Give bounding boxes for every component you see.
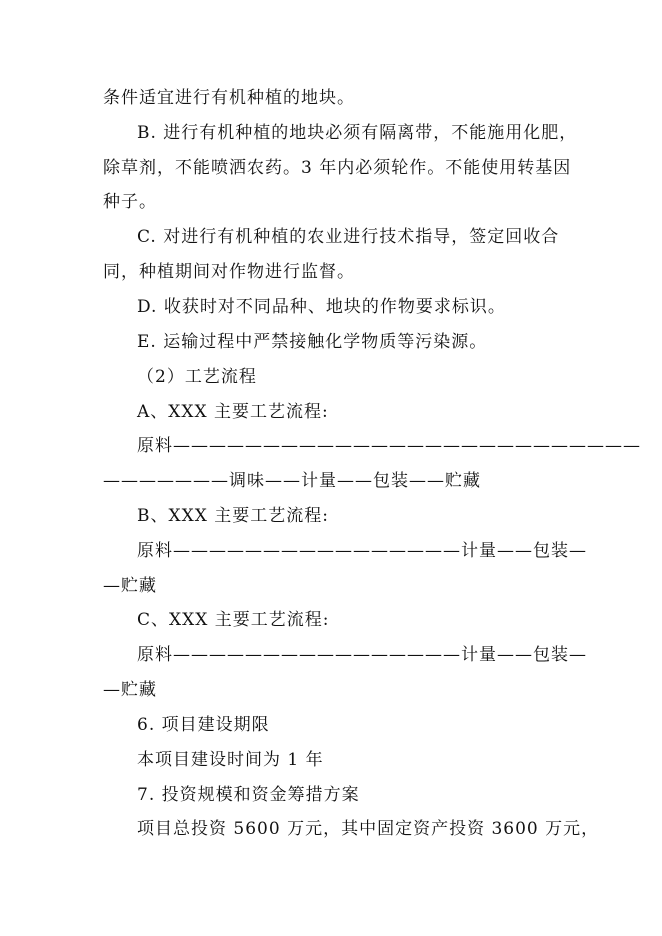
text-line: 条件适宜进行有机种植的地块。 xyxy=(103,88,355,108)
section-heading: 6. 项目建设期限 xyxy=(137,715,270,735)
process-flow-line: 原料—————————————————————————— xyxy=(137,436,641,456)
text-line: E. 运输过程中严禁接触化学物质等污染源。 xyxy=(137,332,488,352)
text-line: A、XXX 主要工艺流程: xyxy=(137,402,329,422)
text-line: B、XXX 主要工艺流程: xyxy=(137,506,329,526)
text-line: 除草剂，不能喷洒农药。3 年内必须轮作。不能使用转基因 xyxy=(103,158,572,178)
text-line: B. 进行有机种植的地块必须有隔离带，不能施用化肥， xyxy=(137,123,578,143)
text-line: 同，种植期间对作物进行监督。 xyxy=(103,262,355,282)
text-line: C、XXX 主要工艺流程: xyxy=(137,610,330,630)
section-heading: （2）工艺流程 xyxy=(137,367,257,387)
process-flow-line: —贮藏 xyxy=(103,680,157,700)
process-flow-line: ———————调味——计量——包装——贮藏 xyxy=(103,471,481,491)
text-line: C. 对进行有机种植的农业进行技术指导，签定回收合 xyxy=(137,227,560,247)
process-flow-line: 原料————————————————计量——包装— xyxy=(137,541,587,561)
text-line: 种子。 xyxy=(103,192,157,212)
section-heading: 7. 投资规模和资金筹措方案 xyxy=(137,785,360,805)
text-line: 本项目建设时间为 1 年 xyxy=(137,750,324,770)
text-line: 项目总投资 5600 万元，其中固定资产投资 3600 万元， xyxy=(137,819,600,839)
process-flow-line: —贮藏 xyxy=(103,576,157,596)
process-flow-line: 原料————————————————计量——包装— xyxy=(137,645,587,665)
text-line: D. 收获时对不同品种、地块的作物要求标识。 xyxy=(137,297,506,317)
